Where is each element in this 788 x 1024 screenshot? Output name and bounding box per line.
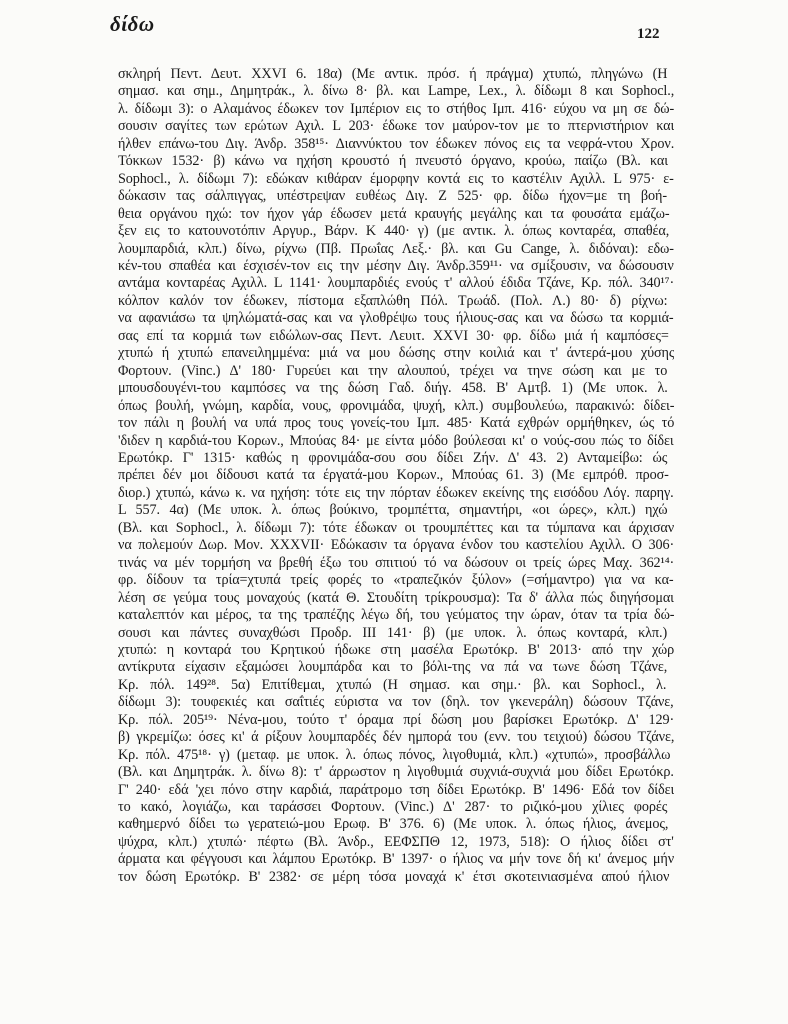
text-line: σκληρή Πεντ. Δευτ. XXVI 6. 18α) (Με αντικ. πρόσ. ή πράγμα) χτυπώ, πληγώνω (Η	[118, 66, 668, 82]
text-line: Κρ. πόλ. 149²⁸. 5α) Επιτίθεμαι, χτυπώ (Η σημασ. και σημ.· βλ. και Sophocl., λ.	[118, 676, 667, 693]
text-line: χτυπώ: η κονταρά του Κρητικού ήδωκε στη μασέλα Ερωτόκρ. Β' 2013· από την χώρ	[118, 641, 674, 658]
text-line: λ. δίδωμι 3): ο Αλαμάνος έδωκεν τον Ιμπέριον εις το στήθος Ιμπ. 416· εύχου να μη σε δώ-	[118, 100, 674, 117]
text-line: Φορτουν. (Vinc.) Δ' 180· Γυρεύει και την αλουπού, τρέχει να τηνε σώση και με το	[118, 362, 668, 379]
text-line: κέν-του σπαθέα και έσχισέν-τον εις την μέσην Διγ. Άνδρ.359¹¹· να σμίξουσιν, να δώσουσιν	[118, 257, 674, 274]
page-number: 122	[637, 26, 660, 42]
text-line: (Βλ. και Sophocl., λ. δίδωμι 7): τότε έδωκαν οι τρουμπέττες και τα τύμπανα και άρχισαν	[118, 519, 674, 536]
text-line: λέση σε γεύμα τους μοναχούς (κατά Θ. Στουδίτη τρίκρουσμα): Τα δ' άλλα πώς διηγήσομαι	[118, 589, 674, 606]
text-line: τον δώση Ερωτόκρ. Β' 2382· σε μέρη τόσα μοναχά κ' έτσι σκοτεινιασμένα απού ήλιον	[118, 868, 670, 885]
text-line: Γ' 240· εδά 'χει πόνο στην καρδιά, παράτρομο τση δίδει Ερωτόκρ. Β' 1496· Εδά τον δίδει	[118, 781, 674, 798]
text-line: ήλθεν επάνω-του Διγ. Άνδρ. 358¹⁵· Διαννύκτου τον έδωκεν πόνος εις τα νεφρά-ντου Χρον.	[118, 135, 674, 152]
text-line: θεια οργάνου ηχώ: τον ήχον γάρ έδωσεν μετά κραυγής μεγάλης και τα φουσάτα εμάζω-	[118, 205, 670, 222]
text-line: ξεν εις το κατουνοτόπιν Αργυρ., Βάρν. Κ 440· γ) (με αντικ. λ. όπως κονταρέα, σπαθέα,	[118, 223, 670, 240]
text-line: κόλπον καλόν τον έδωκεν, πίστομα εξαπλώθη Πόλ. Τρωάδ. (Πολ. Λ.) 80· δ) ρίχνω:	[118, 292, 668, 309]
text-line: καταλεπτόν και μέρος, τα της τραπέζης λέγω δή, του γεύματος την ώραν, όταν τα τρία δώ-	[118, 607, 674, 624]
text-line: Sophocl., λ. δίδωμι 7): εδώκαν κιθάραν έμορφην κοντά εις το καστέλιν Αχιλλ. L 975· ε-	[118, 170, 674, 187]
text-line: Ερωτόκρ. Γ' 1315· καθώς η φρονιμάδα-σου σου δίδει Ζήν. Δ' 43. 2) Ανταμείβω: ώς	[118, 449, 668, 466]
text-line: σας επί τα κορμιά των ειδώλων-σας Πεντ. Λευιτ. XXVI 30· φρ. δίδω μιά ή καμπόσες=	[118, 327, 669, 344]
text-line: λουμπαρδιά, κλπ.) δίνω, ρίχνω (Πβ. Πρωΐας Λεξ.· βλ. και Gu Cange, λ. διδόναι): εδω-	[118, 240, 674, 257]
text-line: χτυπώ ή χτυπώ επανειλημμένα: μιά να μου δώσης στην κοιλιά και τ' άντερά-μου χύσης	[118, 345, 674, 362]
text-line: αντίκρυτα είχασιν εξαμώσει λουμπάρδα και το βόλι-της να πά να τωνε δώση Τζάνε,	[118, 659, 668, 676]
text-line: πρέπει δέν μοι δίδουσι κατά τα έργατά-μου Κορων., Μπούας 61. 3) (Με εμπρόθ. προσ-	[118, 467, 669, 484]
text-line: άρματα και φέγγουσι και λάμπου Ερωτόκρ. Β' 1397· ο ήλιος να μήν τονε δή κι' άνεμος μήν	[118, 851, 674, 868]
text-line: 'διδεν η καρδιά-του Κορων., Μπούας 84· με είντα μόδο βούλεσαι κι' ο νούς-σου πώς το δίδει	[118, 432, 674, 449]
text-line: να πολεμούν Δωρ. Μον. XXXVII· Εδώκασιν τα όργανα ένδον του καστελίου Αχιλλ. Ο 306·	[118, 537, 674, 554]
text-line: τινάς να μέν τορμήση να βρεθή έξω του σπιτιού τό να δώσουν οι τρείς ώρες Μαχ. 362¹⁴·	[118, 554, 674, 571]
text-line: β) γκρεμίζω: όσες κι' ά ρίξουν λουμπαρδές δέν ημπορά του (ενν. του τειχιού) δώσου Τζάνε,	[118, 729, 674, 746]
text-line: μπουσδουγένι-του καμπόσες να της δώση Γαδ. διήγ. 458. Β' Αμτβ. 1) (Με υποκ. λ.	[118, 380, 668, 397]
text-line: σημασ. και σημ., Δημητράκ., λ. δίνω 8· βλ. και Lampe, Lex., λ. δίδωμι 8 και Sophocl.,	[118, 83, 674, 100]
text-line: να αφανιάσω τα ψηλώματά-σας και να γλοθρέψω τους ήλιους-σας και να δώσω τα κορμιά-	[118, 310, 674, 327]
text-line: σουσι και πάντες συναχθώσι Προδρ. ΙΙΙ 141· β) (με υποκ. λ. όπως κονταρά, κλπ.)	[118, 624, 668, 641]
text-line: διορ.) χτυπώ, κάνω κ. να ηχήση: τότε εις την πόρταν έδωκεν εκείνης της εισόδου Λόγ. παρηγ.	[118, 484, 674, 501]
text-line: L 557. 4α) (Με υποκ. λ. όπως βούκινο, τρομπέττα, σημαντήρι, «οι ώρες», κλπ.) ηχώ	[118, 502, 668, 519]
text-line: σουσιν σαγίτες των ερώτων Αχιλ. L 203· έδωκε τον μαύρον-τον με το πτερνιστήριον και	[118, 118, 674, 135]
text-line: όπως βουλή, γνώμη, καρδία, νους, φρονιμάδα, ψυχή, κλπ.) συμβουλεύω, παρακινώ: δίδει-	[118, 397, 674, 414]
text-line: καθημερνό δίδει τω γερατειώ-μου Ερωφ. Β' 376. 6) (Με υποκ. λ. όπως ήλιος, άνεμος,	[118, 816, 669, 833]
text-line: αντάμα κονταρέας Αχιλλ. L 1141· λουμπαρδιές ενούς τ' αλλού έδιδα Τζάνε, Κρ. πόλ. 340¹⁷·	[118, 275, 674, 292]
text-line: τον πάλι η βουλή να υπά προς τους γονείς-του Ιμπ. 485· Κατά εχθρών ορμήθηκεν, ώς τό	[118, 415, 674, 432]
text-line: δίδωμι 3): τουφεκιές και σαΐτιές εύριστα να τον (δηλ. τον γκενεράλη) δώσουν Τζάνε,	[118, 694, 674, 711]
text-line: (Βλ. και Δημητράκ. λ. δίνω 8): τ' άρρωστον η λιγοθυμιά συχνιά-συχνιά μου δίδει Ερωτόκρ.	[118, 764, 674, 781]
entry-text	[118, 66, 674, 886]
text-line: το κακό, λογιάζω, και ταράσσει Φορτουν. (Vinc.) Δ' 287· το ριζικό-μου χίλιες φορές	[118, 799, 668, 816]
text-line: Κρ. πόλ. 475¹⁸· γ) (μεταφ. με υποκ. λ. όπως πόνος, λιγοθυμιά, κλπ.) «χτυπώ», προσβάλλω	[118, 746, 671, 763]
text-line: Τόκκων 1532· β) κάνω να ηχήση κρουστό ή πνευστό όργανο, κρούω, παίζω (Βλ. και	[118, 153, 668, 170]
text-line: ψύχρα, κλπ.) χτυπώ· πέφτω (Βλ. Άνδρ., ΕΕΦΣΠΘ 12, 1973, 518): Ο ήλιος δίδει στ'	[118, 833, 674, 850]
text-line: δώκασιν τας σάλπιγγας, υπέστρεψαν ευθέως Διγ. Ζ 525· φρ. δίδω ήχον=με τη βοή-	[118, 188, 667, 205]
text-line: φρ. δίδουν τα τρία=χτυπά τρείς φορές το «τραπεζικόν ξύλον» (=σήμαντρο) για να κα-	[118, 572, 674, 589]
text-line: Κρ. πόλ. 205¹⁹· Νένα-μου, τούτο τ' όραμα πρί δώση μου βαρίσκει Ερωτόκρ. Δ' 129·	[118, 711, 674, 728]
head-word: δίδω	[110, 12, 155, 36]
